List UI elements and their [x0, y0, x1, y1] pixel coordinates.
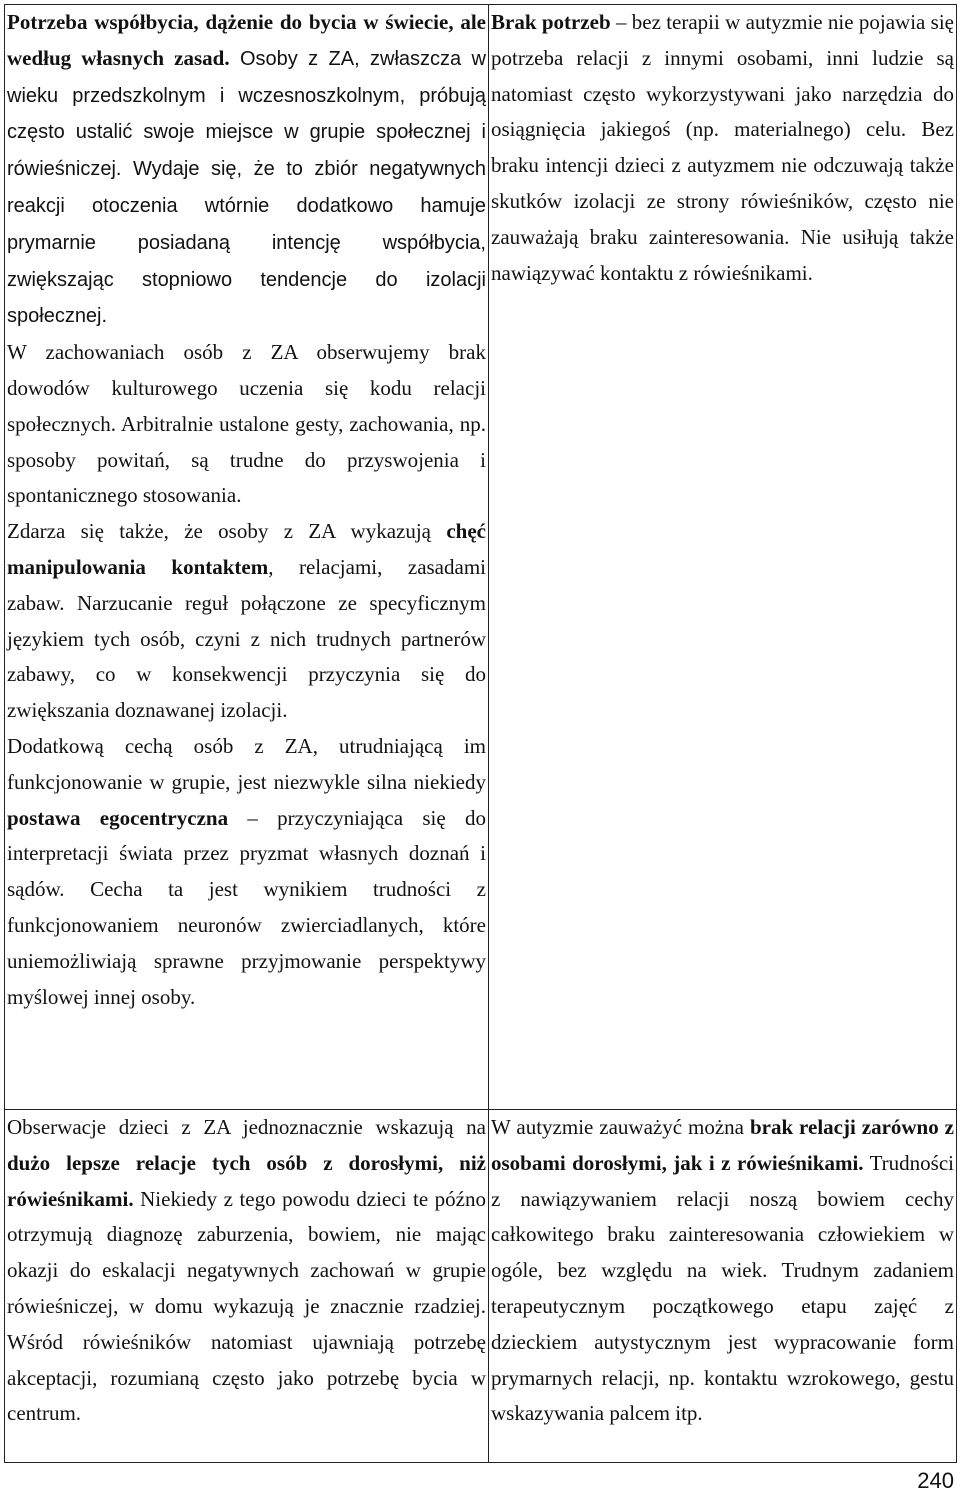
text-run: Zdarza się także, że osoby z ZA wykazują: [7, 519, 447, 544]
text-run: Osoby z ZA, zwłaszcza w wieku przedszkolnym i wczesnoszkolnym, próbują często ustalić swoje miejsce w grupie społecznej i rówieśniczej. Wydaje się, że to zbiór negatywnych reakcji otoczenia wtórnie dodatkowo hamuje prymarnie posiadaną intencję współbycia, zwiększając stopniowo tendencje do izolacji społecznej.: [7, 47, 487, 328]
paragraph: [491, 1110, 954, 1432]
cell-autism-column: [489, 1110, 957, 1463]
bold-text-run: Brak potrzeb: [491, 10, 611, 34]
paragraph: [491, 5, 954, 291]
text-run: W zachowaniach osób z ZA obserwujemy brak dowodów kulturowego uczenia się kodu relacji społecznych. Arbitralnie ustalone gesty, zachowania, np. sposoby powitań, są trudne do przyswojenia i spontanicznego stosowania.: [7, 340, 486, 508]
table-row: [5, 1110, 957, 1463]
cell-asperger-column: [5, 1110, 489, 1463]
text-run: , relacjami, zasadami zabaw. Narzucanie reguł połączone ze specyficznym językiem tych osób, czyni z nich trudnych partnerów zabawy, co w konsekwencji przyczynia się do zwiększania doznawanej izolacji.: [7, 554, 486, 723]
bold-text-run: brak relacji zarówno z osobami dorosłymi, jak i z rówieśnikami.: [491, 1115, 955, 1175]
text-run: Niekiedy z tego powodu dzieci te późno otrzymują diagnozę zaburzenia, bowiem, nie mając okazji do eskalacji negatywnych zachowań w grupie rówieśniczej, w domu wykazują je znacznie rzadziej. Wśród rówieśników natomiast ujawniają potrzebę akceptacji, rozumianą często jako potrzebę bycia w centrum.: [7, 1186, 486, 1426]
paragraph: [7, 1110, 486, 1432]
text-run: Obserwacje dzieci z ZA jednoznacznie wskazują na: [7, 1115, 486, 1139]
page-number: 240: [917, 1468, 954, 1493]
cell-asperger-column: [5, 5, 489, 1110]
comparison-table: [4, 4, 957, 1463]
paragraph: [7, 5, 486, 335]
paragraph: [7, 335, 486, 514]
bold-text-run: postawa egocentryczna: [7, 805, 229, 830]
table-row: [5, 5, 957, 1110]
bold-text-run: chęć manipulowania kontaktem: [7, 519, 486, 579]
text-run: – bez terapii w autyzmie nie pojawia się potrzeba relacji z innymi osobami, inni ludzie są natomiast często wykorzystywani jako narzędzia do osiągnięcia jakiegoś (np. materialnego) celu. Bez braku intencji dzieci z autyzmem nie odczuwają także skutków izolacji ze strony rówieśników, często nie zauważają braku zainteresowania. Nie usiłują także nawiązywać kontaktu z rówieśnikami.: [491, 10, 954, 285]
text-run: Dodatkową cechą osób z ZA, utrudniającą im funkcjonowanie w grupie, jest niezwykle silna niekiedy: [7, 733, 486, 794]
text-run: – przyczyniająca się do interpretacji świata przez pryzmat własnych doznań i sądów. Cecha ta jest wynikiem trudności z funkcjonowaniem neuronów zwierciadlanych, które uniemożliwiają sprawne przyjmowanie perspektywy myślowej innej osoby.: [7, 805, 486, 1009]
paragraph: [7, 514, 486, 729]
text-run: W autyzmie zauważyć można: [491, 1115, 750, 1139]
text-run: Trudności z nawiązywaniem relacji noszą bowiem cechy całkowitego braku zainteresowania człowiekiem w ogóle, bez względu na wiek. Trudnym zadaniem terapeutycznym początkowego etapu zajęć z dzieckiem autystycznym jest wypracowanie form prymarnych relacji, np. kontaktu wzrokowego, gestu wskazywania palcem itp.: [491, 1150, 955, 1426]
bold-text-run: dużo lepsze relacje tych osób z dorosłymi, niż rówieśnikami.: [7, 1150, 486, 1211]
bold-text-run: Potrzeba współbycia, dążenie do bycia w świecie, ale według własnych zasad.: [7, 10, 486, 70]
paragraph: [7, 729, 486, 1015]
cell-autism-column: [489, 5, 957, 1110]
